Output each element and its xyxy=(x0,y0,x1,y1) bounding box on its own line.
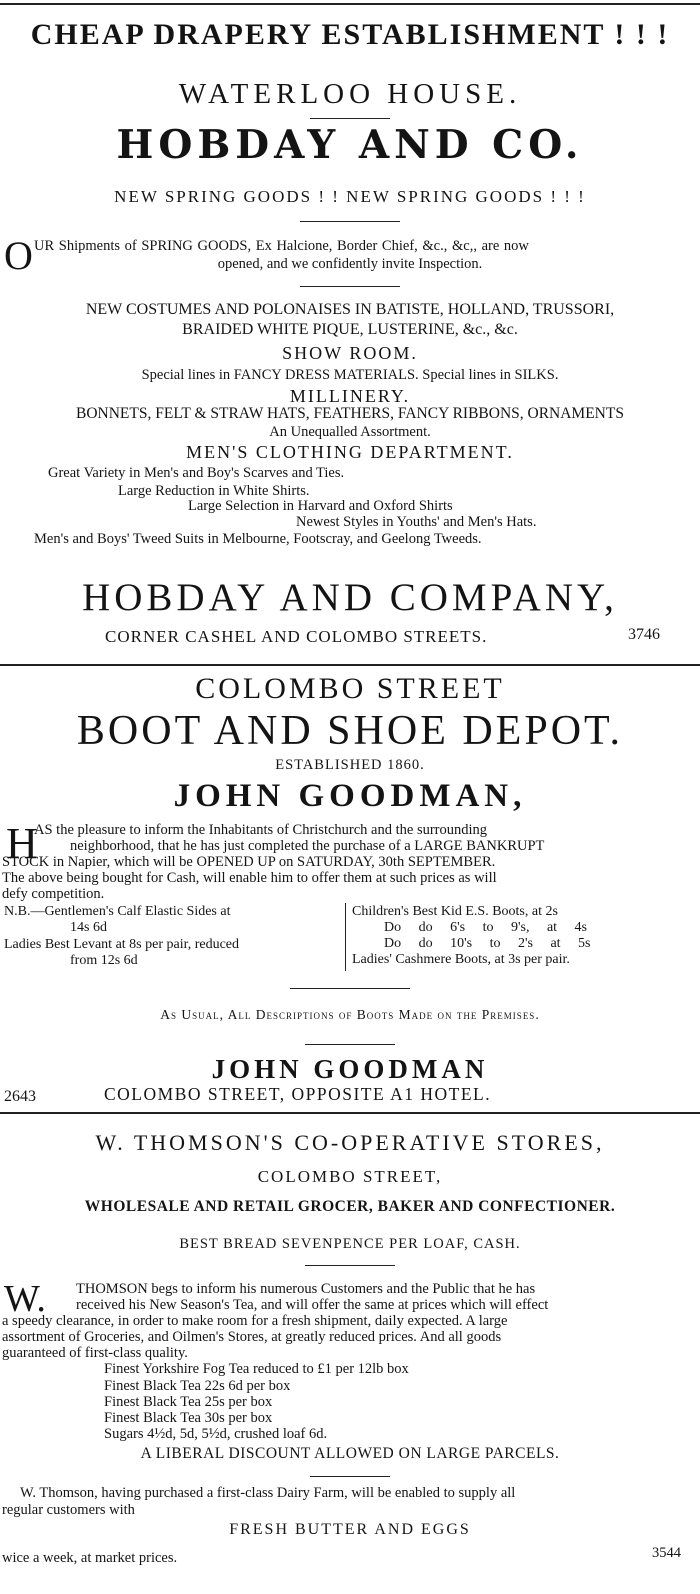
stores-title: W. THOMSON'S CO-OPERATIVE STORES, xyxy=(95,1130,605,1155)
thomson-line-4: assortment of Groceries, and Oilmen's Stores, at greatly reduced prices. And all goods xyxy=(2,1329,502,1345)
costumes-line-2: BRAIDED WHITE PIQUE, LUSTERINE, &c., &c. xyxy=(182,321,518,338)
drop-cap: O xyxy=(4,233,33,278)
price-right-2: Do do 6's to 9's, at 4s xyxy=(384,920,587,935)
mens-department: MEN'S CLOTHING DEPARTMENT. xyxy=(186,442,514,462)
millinery: MILLINERY. xyxy=(289,386,411,406)
notice-line-3: STOCK in Napier, which will be OPENED UP on SATURDAY, 30th SEPTEMBER. xyxy=(2,854,496,870)
show-room: SHOW ROOM. xyxy=(282,343,418,363)
tea-price-2: Finest Black Tea 22s 6d per box xyxy=(104,1378,291,1394)
price-left-4: from 12s 6d xyxy=(70,953,138,968)
established: ESTABLISHED 1860. xyxy=(275,757,425,773)
company-address: CORNER CASHEL AND COLOMBO STREETS. xyxy=(105,627,488,646)
house-name: WATERLOO HOUSE. xyxy=(178,78,522,110)
price-right-4: Ladies' Cashmere Boots, at 3s per pair. xyxy=(352,952,570,967)
bread-price: BEST BREAD SEVENPENCE PER LOAF, CASH. xyxy=(179,1236,521,1252)
mens-line-1: Great Variety in Men's and Boy's Scarves and Ties. xyxy=(48,465,345,481)
costumes-line-1: NEW COSTUMES AND POLONAISES IN BATISTE, HOLLAND, TRUSSORI, xyxy=(85,301,615,318)
spring-goods: NEW SPRING GOODS ! ! NEW SPRING GOODS ! ! ! xyxy=(114,187,586,206)
company-name: HOBDAY AND COMPANY, xyxy=(82,576,618,619)
depot-title: BOOT AND SHOE DEPOT. xyxy=(76,708,624,754)
notice-line-5: defy competition. xyxy=(2,886,105,902)
ad-reference-number: 3544 xyxy=(652,1545,681,1561)
premises-note: As Usual, All Descriptions of Boots Made on the Premises. xyxy=(160,1007,540,1022)
tea-price-3: Finest Black Tea 25s per box xyxy=(104,1394,273,1410)
mens-line-2: Large Reduction in White Shirts. xyxy=(118,483,310,499)
divider xyxy=(305,1265,395,1266)
price-right-1: Children's Best Kid E.S. Boots, at 2s xyxy=(352,904,558,919)
bonnets: BONNETS, FELT & STRAW HATS, FEATHERS, FANCY RIBBONS, ORNAMENTS xyxy=(76,405,624,422)
intro-line-2: opened, and we confidently invite Inspection. xyxy=(217,256,483,272)
firm-name: HOBDAY AND CO. xyxy=(116,122,584,168)
mens-line-3: Large Selection in Harvard and Oxford Shirts xyxy=(188,498,453,514)
dairy-line-2: regular customers with xyxy=(2,1502,135,1518)
thomson-line-3: a speedy clearance, in order to make room for a fresh shipment, daily expected. A large xyxy=(2,1313,508,1329)
ad-reference-number: 3746 xyxy=(628,626,660,643)
tea-price-4: Finest Black Tea 30s per box xyxy=(104,1410,273,1426)
proprietor-name-2: JOHN GOODMAN xyxy=(211,1054,489,1084)
price-left-3: Ladies Best Levant at 8s per pair, reduced xyxy=(4,937,240,952)
depot-address: COLOMBO STREET, OPPOSITE A1 HOTEL. xyxy=(104,1084,492,1104)
ad-reference-number: 2643 xyxy=(4,1088,36,1105)
price-left-1: N.B.—Gentlemen's Calf Elastic Sides at xyxy=(4,904,231,919)
butter-and-eggs: FRESH BUTTER AND EGGS xyxy=(229,1521,471,1538)
dairy-line-1: W. Thomson, having purchased a first-class Dairy Farm, will be enabled to supply all xyxy=(20,1485,516,1501)
thomson-line-1: THOMSON begs to inform his numerous Customers and the Public that he has xyxy=(76,1281,536,1297)
notice-line-2: neighborhood, that he has just completed the purchase of a LARGE BANKRUPT xyxy=(70,838,545,854)
thomson-line-2: received his New Season's Tea, and will offer the same at prices which will effect xyxy=(76,1297,549,1313)
price-right-3: Do do 10's to 2's at 5s xyxy=(384,936,591,951)
price-left-2: 14s 6d xyxy=(70,920,107,935)
divider xyxy=(310,1476,390,1477)
discount-notice: A LIBERAL DISCOUNT ALLOWED ON LARGE PARCELS. xyxy=(140,1445,560,1462)
street-name: COLOMBO STREET xyxy=(195,672,505,705)
drop-cap: H xyxy=(6,819,38,868)
intro-line-1: UR Shipments of SPRING GOODS, Ex Halcione, Border Chief, &c., &c,, are now xyxy=(34,238,529,254)
assortment: An Unequalled Assortment. xyxy=(269,424,431,440)
trade-description: WHOLESALE AND RETAIL GROCER, BAKER AND CONFECTIONER. xyxy=(84,1198,616,1215)
thomson-line-5: guaranteed of first-class quality. xyxy=(2,1345,188,1361)
notice-line-4: The above being bought for Cash, will enable him to offer them at such prices as will xyxy=(2,870,497,886)
sugar-prices: Sugars 4½d, 5d, 5½d, crushed loaf 6d. xyxy=(104,1426,328,1442)
mens-line-5: Men's and Boys' Tweed Suits in Melbourne, Footscray, and Geelong Tweeds. xyxy=(34,531,482,547)
notice-line-1: AS the pleasure to inform the Inhabitants of Christchurch and the surrounding xyxy=(34,822,488,838)
stores-street: COLOMBO STREET, xyxy=(257,1167,443,1186)
drop-cap: W. xyxy=(4,1278,46,1320)
special-lines: Special lines in FANCY DRESS MATERIALS. Special lines in SILKS. xyxy=(141,367,559,383)
headline: CHEAP DRAPERY ESTABLISHMENT ! ! ! xyxy=(30,18,670,51)
mens-line-4: Newest Styles in Youths' and Men's Hats. xyxy=(296,514,537,530)
proprietor-name: JOHN GOODMAN, xyxy=(173,778,527,814)
tea-price-1: Finest Yorkshire Fog Tea reduced to £1 per 12lb box xyxy=(104,1361,409,1377)
dairy-line-3: wice a week, at market prices. xyxy=(2,1550,178,1566)
